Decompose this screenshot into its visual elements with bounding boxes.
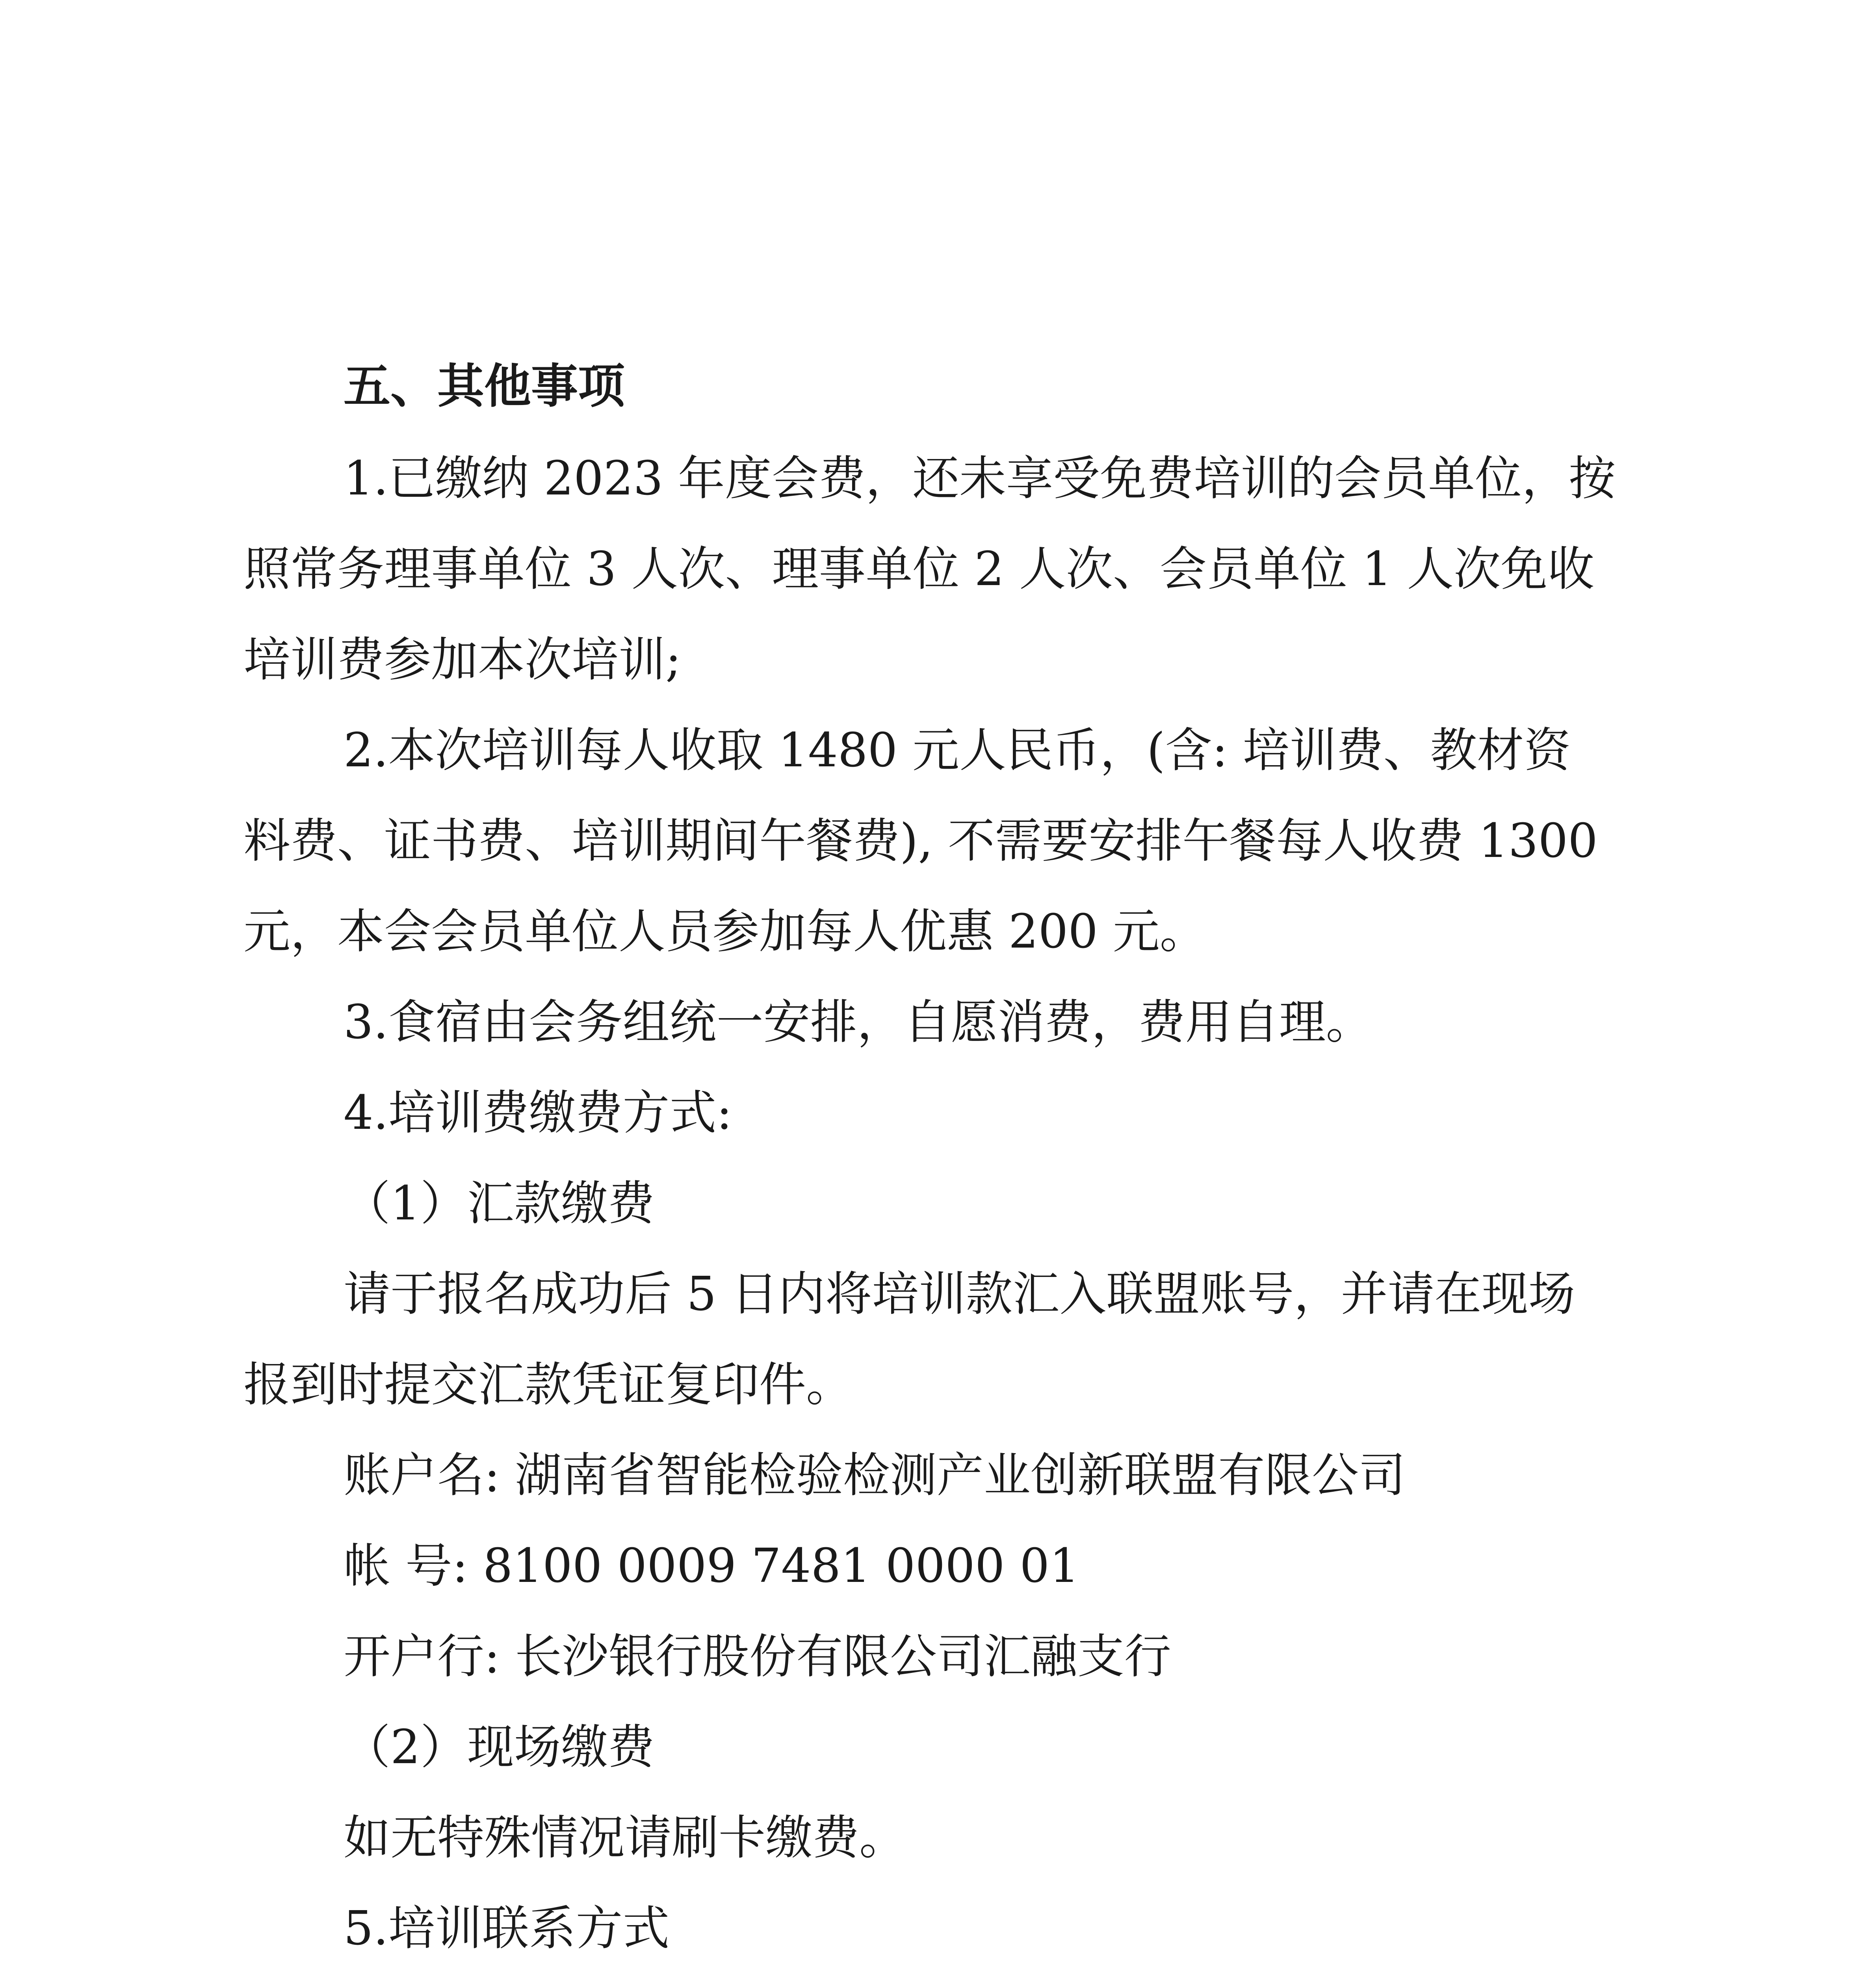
onsite-title: （2）现场缴费 (344, 1720, 655, 1775)
remit-line1: 请于报名成功后 5 日内将培训款汇入联盟账号，并请在现场 (344, 1267, 1575, 1321)
remit-line2: 报到时提交汇款凭证复印件。 (243, 1358, 853, 1412)
item2-line1: 2.本次培训每人收取 1480 元人民币，(含: 培训费、教材资 (344, 723, 1571, 778)
item1-line2: 照常务理事单位 3 人次、理事单位 2 人次、会员单位 1 人次免收 (243, 542, 1595, 597)
item3-line1: 3.食宿由会务组统一安排，自愿消费，费用自理。 (344, 995, 1373, 1050)
account-number: 帐 号: 8100 0009 7481 0000 01 (344, 1539, 1079, 1593)
bank-name: 开户行: 长沙银行股份有限公司汇融支行 (344, 1630, 1171, 1684)
item5-title: 5.培训联系方式 (344, 1901, 670, 1956)
account-name: 账户名: 湖南省智能检验检测产业创新联盟有限公司 (344, 1448, 1406, 1503)
item1-line3: 培训费参加本次培训; (243, 633, 682, 687)
item1-line1: 1.已缴纳 2023 年度会费，还未享受免费培训的会员单位，按 (344, 452, 1616, 506)
item4-title: 4.培训费缴费方式: (344, 1086, 732, 1140)
onsite-line1: 如无特殊情况请刷卡缴费。 (344, 1811, 906, 1865)
section-heading: 五、其他事项 (344, 359, 625, 414)
item2-line2: 料费、证书费、培训期间午餐费), 不需要安排午餐每人收费 1300 (243, 814, 1598, 868)
item2-line3: 元，本会会员单位人员参加每人优惠 200 元。 (243, 905, 1207, 959)
remit-title: （1）汇款缴费 (344, 1176, 655, 1231)
